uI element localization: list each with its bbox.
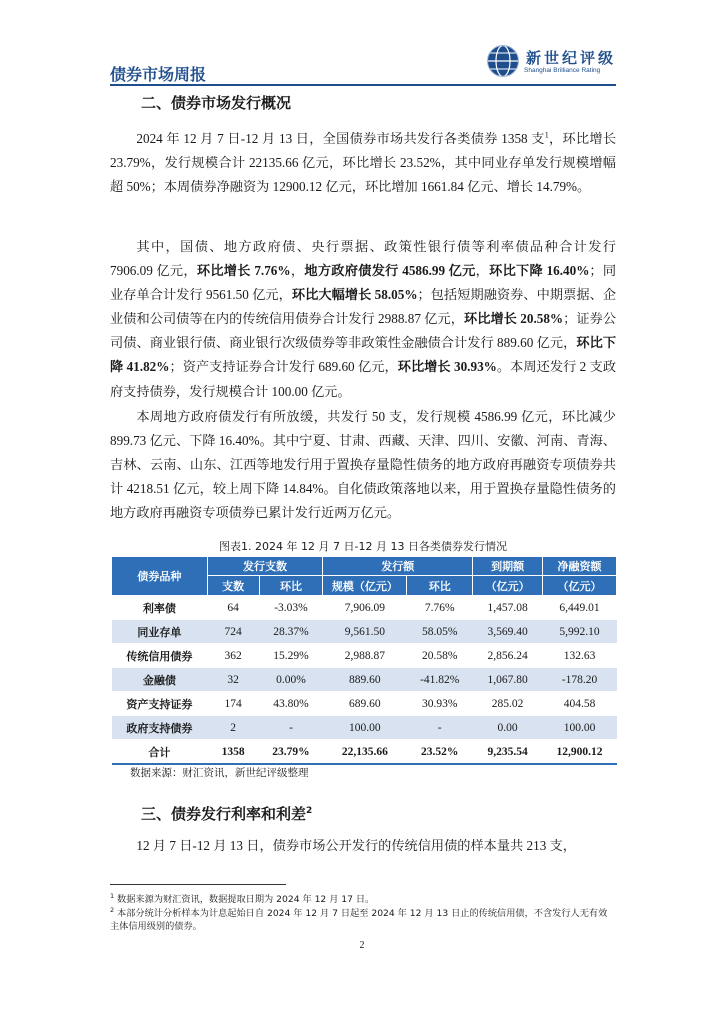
cell-net: 100.00: [543, 716, 617, 740]
row-label: 利率债: [112, 596, 208, 620]
footnote-mark: 2: [110, 905, 115, 914]
column-header-net: 净融资额: [543, 557, 617, 576]
report-title: 债券市场周报: [110, 65, 207, 84]
row-label: 合计: [112, 740, 208, 765]
page-number: 2: [359, 940, 365, 951]
cell-maturity: 1,457.08: [473, 596, 543, 620]
column-header-amount: 发行额: [323, 557, 473, 576]
heading-text: 三、债券发行利率和利差: [141, 805, 307, 823]
table-total-row: [112, 740, 617, 765]
footnote-2: [110, 907, 616, 933]
cell-scale-change: -41.82%: [407, 668, 473, 692]
brand-logo: [486, 44, 621, 82]
subheader-scale-change: 环比: [407, 576, 473, 596]
text-run: 其中，国债、地方政府债、央行票据、政策性银行债等利率债品种合计发行 7906.09 亿元，: [110, 239, 616, 279]
cell-scale: 22,135.66: [323, 740, 407, 765]
section-heading-rates: [141, 803, 312, 824]
bold-run: 环比下降 16.40%: [489, 263, 590, 279]
table-row: [112, 692, 617, 716]
cell-scale: 7,906.09: [323, 596, 407, 620]
cell-maturity: 1,067.80: [473, 668, 543, 692]
cell-count: 32: [207, 668, 259, 692]
cell-maturity: 285.02: [473, 692, 543, 716]
cell-scale-change: 30.93%: [407, 692, 473, 716]
cell-maturity: 3,569.40: [473, 620, 543, 644]
footnote-ref-2[interactable]: 2: [306, 806, 313, 816]
cell-scale-change: 20.58%: [407, 644, 473, 668]
footnote-text: 本部分统计分析样本为计息起始日自 2024 年 12 月 7 日起至 2024 年 12 月 13 日止的传统信用债，不含发行人无有效主体信用级别的债券。: [110, 908, 608, 932]
row-label: 资产支持证券: [112, 692, 208, 716]
cell-net: -178.20: [543, 668, 617, 692]
footnote-divider: [110, 884, 286, 885]
cell-count-change: 0.00%: [259, 668, 323, 692]
cell-maturity: 0.00: [473, 716, 543, 740]
column-header-count: 发行支数: [207, 557, 323, 576]
footnote-text: 数据来源为财汇资讯，数据提取日期为 2024 年 12 月 17 日。: [114, 894, 375, 905]
cell-count: 64: [207, 596, 259, 620]
paragraph-breakdown: [110, 235, 616, 404]
cell-count-change: 15.29%: [259, 644, 323, 668]
table-row: [112, 620, 617, 644]
text-run: 2024 年 12 月 7 日-12 月 13 日，全国债券市场共发行各类债券 1358 支: [136, 131, 545, 146]
table-row: [112, 644, 617, 668]
cell-scale: 2,988.87: [323, 644, 407, 668]
cell-scale-change: -: [407, 716, 473, 740]
cell-net: 6,449.01: [543, 596, 617, 620]
subheader-count-change: 环比: [259, 576, 323, 596]
subheader-count: 支数: [207, 576, 259, 596]
column-header-maturity: 到期额: [473, 557, 543, 576]
globe-logo-icon: [486, 44, 520, 78]
text-run: ；包括短期融资券、中期票据、企业债和公司债等在内的传统信用债券合计发行 2988.87 亿元，: [110, 287, 617, 327]
cell-count: 174: [207, 692, 259, 716]
logo-chinese-name: 新世纪评级: [526, 49, 617, 67]
cell-count-change: 23.79%: [259, 740, 323, 765]
bold-run: 环比增长 7.76%: [196, 263, 291, 279]
footnote-ref-1[interactable]: 1: [544, 130, 549, 140]
text-run: 。本周还发行 2 支政府支持债券，发行规模合计 100.00 亿元。: [110, 359, 617, 399]
cell-net: 132.63: [543, 644, 617, 668]
cell-count-change: -3.03%: [259, 596, 323, 620]
text-run: ；证券公司债、商业银行债、商业银行次级债券等非政策性金融债合计发行 889.60 亿元，: [110, 311, 617, 351]
subheader-maturity-unit: （亿元）: [473, 576, 543, 596]
bold-run: 环比大幅增长 58.05%: [291, 287, 418, 303]
cell-net: 404.58: [543, 692, 617, 716]
cell-count-change: 43.80%: [259, 692, 323, 716]
cell-maturity: 9,235.54: [473, 740, 543, 765]
cell-scale: 9,561.50: [323, 620, 407, 644]
row-label: 金融债: [112, 668, 208, 692]
footnote-mark: 1: [110, 891, 115, 900]
logo-english-name: Shanghai Brilliance Rating: [524, 67, 601, 74]
row-label: 同业存单: [112, 620, 208, 644]
cell-scale: 100.00: [323, 716, 407, 740]
paragraph-rates: 12 月 7 日-12 月 13 日，债券市场公开发行的传统信用债的样本量共 213 支，: [136, 838, 576, 853]
cell-scale-change: 7.76%: [407, 596, 473, 620]
cell-count: 2: [207, 716, 259, 740]
section-heading-issuance: 二、债券市场发行概况: [141, 94, 292, 112]
cell-count-change: 28.37%: [259, 620, 323, 644]
text-run: ；同业存单合计发行 9561.50 亿元，: [110, 263, 617, 303]
bold-run: 环比增长 30.93%: [397, 359, 497, 375]
text-run: ，: [475, 263, 490, 279]
row-label: 传统信用债券: [112, 644, 208, 668]
cell-maturity: 2,856.24: [473, 644, 543, 668]
table-caption: 图表1. 2024 年 12 月 7 日-12 月 13 日各类债券发行情况: [219, 540, 507, 553]
cell-scale-change: 23.52%: [407, 740, 473, 765]
subheader-net-unit: （亿元）: [543, 576, 617, 596]
cell-scale-change: 58.05%: [407, 620, 473, 644]
text-run: ；资产支持证券合计发行 689.60 亿元，: [169, 359, 398, 375]
bond-issuance-table: [111, 556, 617, 765]
paragraph-overview: [110, 127, 616, 199]
cell-scale: 689.60: [323, 692, 407, 716]
cell-count: 724: [207, 620, 259, 644]
header-divider: [110, 84, 616, 86]
text-run: ，: [290, 263, 305, 279]
bold-run: 环比下降 41.82%: [110, 335, 617, 375]
table-row: [112, 596, 617, 620]
text-run: ，环比增长 23.79%，发行规模合计 22135.66 亿元，环比增长 23.52%，其中同业存单发行规模增幅超 50%；本周债券净融资为 12900.12 亿元，环比增加 1661.84 亿元、增长 14.79%。: [110, 131, 617, 195]
cell-scale: 889.60: [323, 668, 407, 692]
bold-run: 环比增长 20.58%: [463, 311, 564, 327]
column-header-variety: 债券品种: [112, 557, 208, 596]
cell-count: 1358: [207, 740, 259, 765]
footnote-1: [110, 893, 616, 906]
row-label: 政府支持债券: [112, 716, 208, 740]
table-row: [112, 668, 617, 692]
cell-count-change: -: [259, 716, 323, 740]
bold-run: 地方政府债发行 4586.99 亿元: [304, 263, 476, 279]
table-row: [112, 716, 617, 740]
subheader-scale: 规模（亿元）: [323, 576, 407, 596]
cell-count: 362: [207, 644, 259, 668]
cell-net: 12,900.12: [543, 740, 617, 765]
table-source: 数据来源：财汇资讯，新世纪评级整理: [130, 767, 309, 779]
cell-net: 5,992.10: [543, 620, 617, 644]
paragraph-local-gov: 本周地方政府债发行有所放缓，共发行 50 支，发行规模 4586.99 亿元，环比减少 899.73 亿元、下降 16.40%。其中宁夏、甘肃、西藏、天津、四川、安徽、河南、青海、吉林、云南、山东、江西等地发行用于置换存量隐性债务的地方政府再融资专项债券共计 4218.51 亿元，较上周下降 14.84%。自化债政策落地以来，用于置换存量隐性债务的地方政府再融资专项债券已累计发行近两万亿元。: [110, 409, 616, 521]
